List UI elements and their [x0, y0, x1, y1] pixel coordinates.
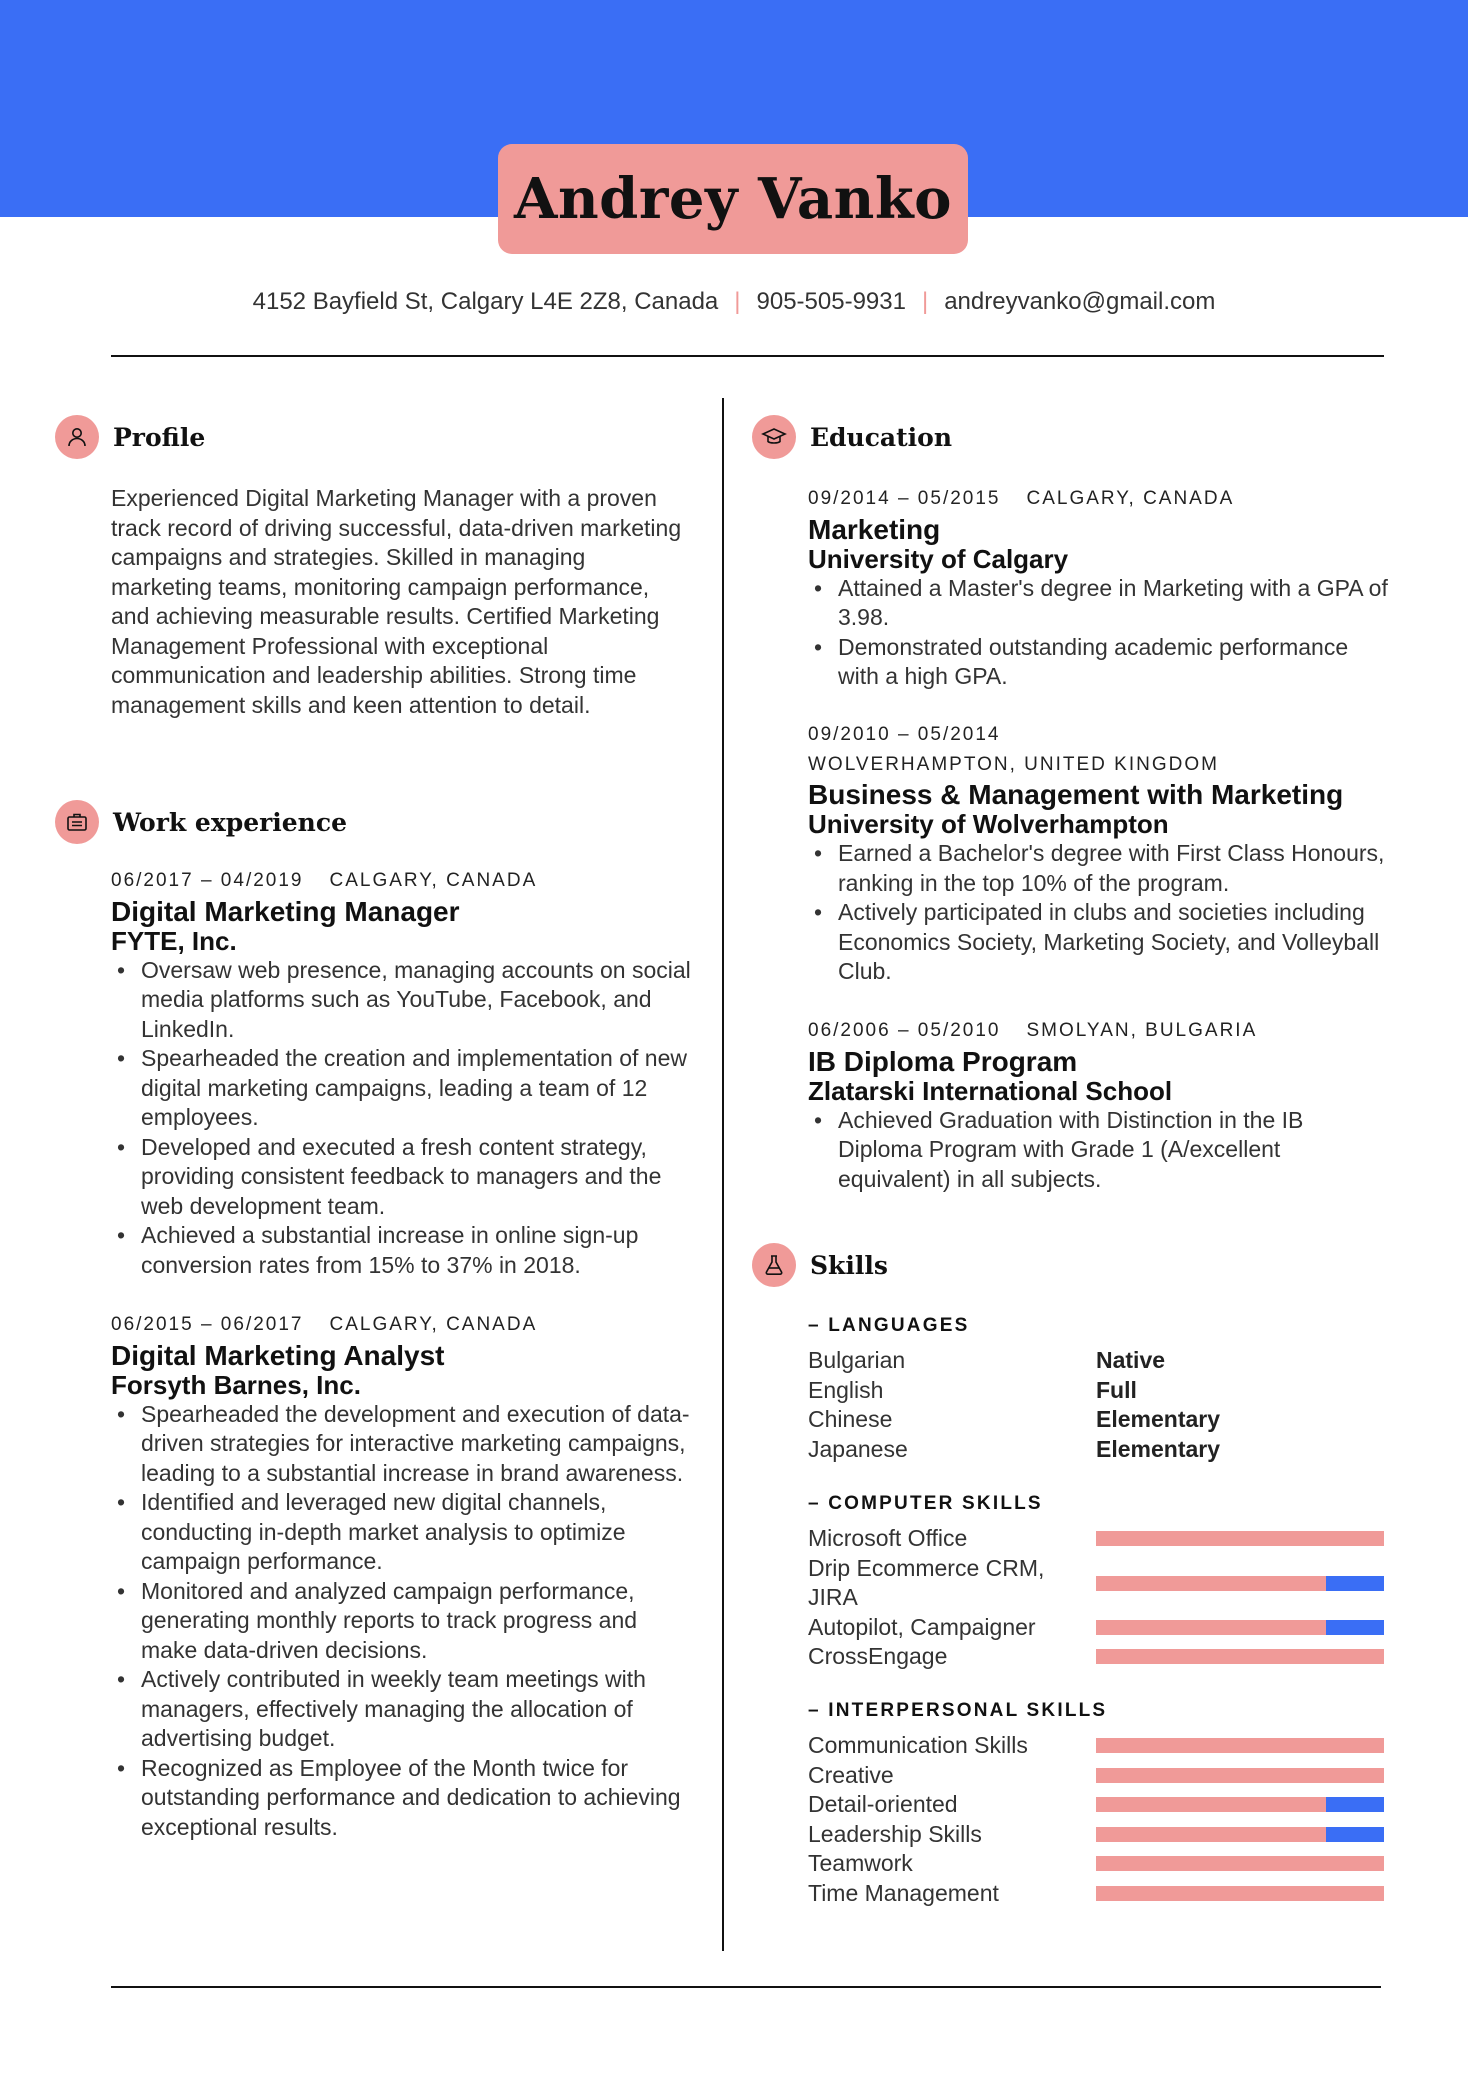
bullet-item: • Recognized as Employee of the Month twice for outstanding performance and dedication to achieving exceptional results. — [111, 1754, 691, 1843]
education-degree: Marketing — [808, 513, 941, 545]
computer-skills-title: – COMPUTER SKILLS — [808, 1493, 1043, 1514]
language-row — [808, 1405, 1384, 1435]
education-dates: 09/2010 – 05/2014 — [808, 724, 1001, 745]
skill-row — [808, 1642, 1384, 1672]
briefcase-icon — [55, 800, 99, 844]
skill-level-bar — [1096, 1576, 1384, 1591]
education-entry — [808, 1016, 1388, 1194]
skill-level-bar — [1096, 1649, 1384, 1664]
skill-level-bar — [1096, 1620, 1384, 1635]
contact-separator: | — [734, 288, 741, 315]
skill-row — [808, 1879, 1384, 1909]
skill-row — [808, 1849, 1384, 1879]
education-bullets — [808, 839, 1388, 987]
education-degree: IB Diploma Program — [808, 1045, 1078, 1077]
language-row — [808, 1435, 1384, 1465]
skill-name: Creative — [808, 1761, 894, 1788]
skill-name: Teamwork — [808, 1850, 913, 1876]
skill-level-bar — [1096, 1531, 1384, 1546]
divider-bottom — [111, 1986, 1381, 1988]
skill-level-fill — [1096, 1620, 1326, 1635]
education-entry — [808, 484, 1388, 692]
language-name: Bulgarian — [808, 1347, 906, 1373]
language-name: English — [808, 1376, 884, 1403]
language-level: Elementary — [1096, 1435, 1221, 1462]
bullet-item: • Oversaw web presence, managing accounts on social media platforms such as YouTube, Facebook, and LinkedIn. — [111, 956, 691, 1045]
skill-level-bar — [1096, 1886, 1384, 1901]
job-meta — [111, 866, 691, 896]
job-role: Digital Marketing Manager — [111, 895, 460, 927]
bullet-item: • Spearheaded the creation and implementation of new digital marketing campaigns, leading a team of 12 employees. — [111, 1044, 691, 1133]
profile-title: Profile — [113, 422, 206, 452]
education-meta — [808, 484, 1388, 514]
language-level: Native — [1096, 1347, 1166, 1373]
name-banner — [498, 144, 968, 254]
education-heading — [752, 415, 952, 459]
skill-name: Detail-oriented — [808, 1791, 958, 1817]
skill-row — [808, 1790, 1384, 1820]
skill-row — [808, 1554, 1384, 1613]
contact-phone: 905-505-9931 — [756, 288, 906, 315]
bullet-item: • Developed and executed a fresh content strategy, providing consistent feedback to managers and the web development team. — [111, 1133, 691, 1222]
skill-row — [808, 1731, 1384, 1761]
education-school: University of Calgary — [808, 543, 1069, 574]
skill-row — [808, 1820, 1384, 1850]
person-icon — [55, 415, 99, 459]
skill-level-fill — [1096, 1797, 1326, 1812]
bullet-item: • Demonstrated outstanding academic performance with a high GPA. — [808, 633, 1388, 692]
flask-icon — [752, 1243, 796, 1287]
skill-name: Drip Ecommerce CRM, JIRA — [808, 1554, 1045, 1610]
bullet-item: • Earned a Bachelor's degree with First Class Honours, ranking in the top 10% of the program. — [808, 839, 1388, 898]
computer-skills-group — [808, 1490, 1384, 1672]
skill-level-bar — [1096, 1768, 1384, 1783]
job-entry — [111, 1310, 691, 1842]
education-degree: Business & Management with Marketing — [808, 779, 1344, 810]
education-school: University of Wolverhampton — [808, 809, 1169, 839]
skill-level-bar — [1096, 1797, 1384, 1812]
skill-row — [808, 1524, 1384, 1554]
job-company: FYTE, Inc. — [111, 925, 237, 956]
skill-level-fill — [1096, 1738, 1384, 1753]
job-meta — [111, 1310, 691, 1340]
education-location: WOLVERHAMPTON, UNITED KINGDOM — [808, 753, 1219, 775]
education-title: Education — [810, 422, 953, 452]
education-entry — [808, 720, 1388, 987]
graduation-cap-icon — [752, 415, 796, 459]
job-company: Forsyth Barnes, Inc. — [111, 1369, 361, 1400]
bullet-item: • Monitored and analyzed campaign performance, generating monthly reports to track progress and make data-driven decisions. — [111, 1577, 691, 1666]
skill-level-bar — [1096, 1856, 1384, 1871]
languages-group — [808, 1312, 1384, 1464]
contact-email: andreyvanko@gmail.com — [944, 288, 1216, 315]
education-meta — [808, 1016, 1388, 1046]
skill-level-fill — [1096, 1768, 1384, 1783]
contact-line — [0, 288, 1468, 316]
skill-level-fill — [1096, 1576, 1326, 1591]
skill-row — [808, 1613, 1384, 1643]
job-bullets — [111, 956, 691, 1281]
interpersonal-skills-title: – INTERPERSONAL SKILLS — [808, 1700, 1108, 1721]
divider-top — [111, 355, 1384, 357]
bullet-item: • Spearheaded the development and execution of data-driven strategies for interactive marketing campaigns, leading to a substantial increase in brand awareness. — [111, 1400, 691, 1489]
bullet-item: • Identified and leveraged new digital channels, conducting in-depth market analysis to optimize campaign performance. — [111, 1488, 691, 1577]
education-dates: 06/2006 – 05/2010 — [808, 1020, 1001, 1041]
skill-name: Communication Skills — [808, 1732, 1028, 1758]
education-location: SMOLYAN, BULGARIA — [1026, 1020, 1258, 1041]
language-name: Japanese — [808, 1435, 908, 1462]
job-entry — [111, 866, 691, 1280]
work-heading — [55, 800, 347, 844]
bullet-item: • Actively contributed in weekly team meetings with managers, effectively managing the allocation of advertising budget. — [111, 1665, 691, 1754]
candidate-name: Andrey Vanko — [514, 166, 952, 232]
bullet-item: • Actively participated in clubs and societies including Economics Society, Marketing Society, and Volleyball Club. — [808, 898, 1388, 987]
skills-heading — [752, 1243, 888, 1287]
work-title: Work experience — [113, 807, 347, 837]
education-dates: 09/2014 – 05/2015 — [808, 488, 1001, 509]
skill-name: Microsoft Office — [808, 1525, 968, 1551]
language-name: Chinese — [808, 1406, 893, 1432]
contact-address: 4152 Bayfield St, Calgary L4E 2Z8, Canada — [252, 288, 719, 315]
skill-name: CrossEngage — [808, 1643, 948, 1669]
job-dates: 06/2015 – 06/2017 — [111, 1314, 304, 1335]
education-bullets — [808, 1106, 1388, 1195]
interpersonal-skills-group — [808, 1697, 1384, 1908]
education-location: CALGARY, CANADA — [1026, 488, 1235, 509]
skill-level-fill — [1096, 1827, 1326, 1842]
language-level: Elementary — [1096, 1406, 1221, 1432]
skill-level-fill — [1096, 1856, 1384, 1871]
skill-level-fill — [1096, 1531, 1384, 1546]
education-school: Zlatarski International School — [808, 1075, 1173, 1106]
job-location: CALGARY, CANADA — [329, 1314, 538, 1335]
column-divider — [722, 398, 724, 1951]
bullet-item: • Attained a Master's degree in Marketing with a GPA of 3.98. — [808, 574, 1388, 633]
skill-level-fill — [1096, 1886, 1384, 1901]
job-bullets — [111, 1400, 691, 1843]
bullet-item: • Achieved a substantial increase in online sign-up conversion rates from 15% to 37% in 2018. — [111, 1221, 691, 1280]
skill-name: Time Management — [808, 1879, 999, 1906]
bullet-item: • Achieved Graduation with Distinction in the IB Diploma Program with Grade 1 (A/excellent equivalent) in all subjects. — [808, 1106, 1388, 1195]
skill-level-fill — [1096, 1649, 1384, 1664]
skill-name: Leadership Skills — [808, 1820, 982, 1847]
skill-level-bar — [1096, 1827, 1384, 1842]
skill-level-bar — [1096, 1738, 1384, 1753]
job-location: CALGARY, CANADA — [329, 870, 538, 891]
job-role: Digital Marketing Analyst — [111, 1339, 445, 1371]
skill-name: Autopilot, Campaigner — [808, 1613, 1036, 1640]
language-row — [808, 1376, 1384, 1406]
languages-title: – LANGUAGES — [808, 1315, 970, 1336]
contact-separator: | — [921, 288, 929, 315]
language-row — [808, 1346, 1384, 1376]
profile-summary: Experienced Digital Marketing Manager with a proven track record of driving successful, data-driven marketing campaigns and strategies. Skilled in managing marketing teams, monitoring campaign performance, and achieving measurable results. Certified Marketing Management Professional with exceptional communication and leadership abilities. Strong time management skills and keen attention to detail. — [111, 485, 682, 718]
skills-title: Skills — [810, 1250, 888, 1280]
job-dates: 06/2017 – 04/2019 — [111, 870, 304, 891]
education-bullets — [808, 574, 1388, 692]
skill-row — [808, 1761, 1384, 1791]
language-level: Full — [1096, 1376, 1137, 1403]
profile-heading — [55, 415, 205, 459]
